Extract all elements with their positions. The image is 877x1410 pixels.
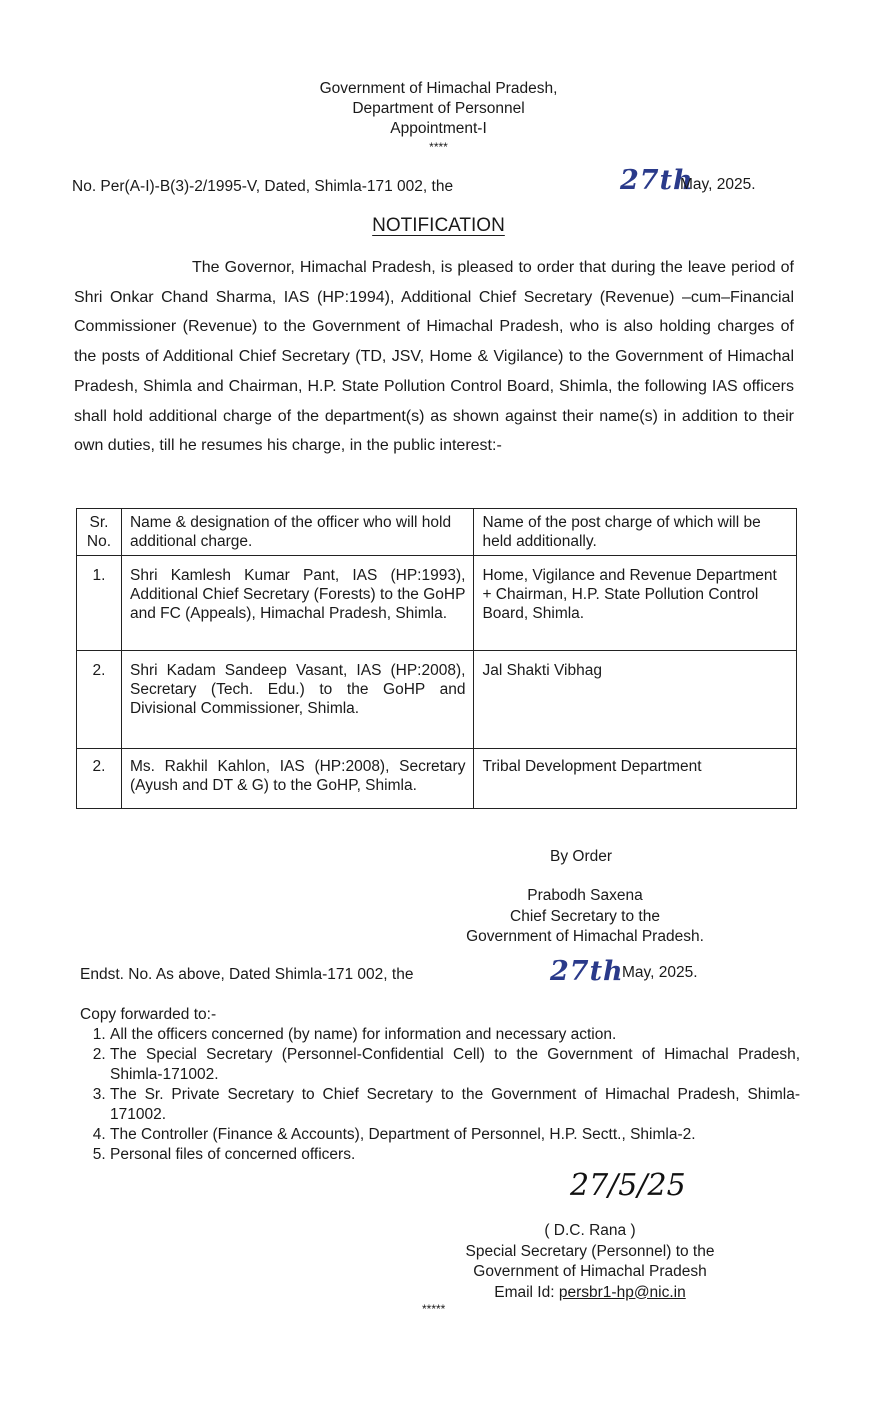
signatory-organisation: Government of Himachal Pradesh. — [466, 928, 704, 945]
body-paragraph: The Governor, Himachal Pradesh, is pleased to order that during the leave period of Shri Onkar Chand Sharma, IAS (HP:1994), Additional Chief Secretary (Revenue) –cum–Financial Commissioner (Revenue) to the Government of Himachal Pradesh, who is also holding charges of the posts of Additional Chief Secretary (TD, JSV, Home & Vigilance) to the Government of Himachal Pradesh, Shimla and Chairman, H.P. State Pollution Control Board, Shimla, the following IAS officers shall hold additional charge of the department(s) as shown against their name(s) in addition to their own duties, till he resumes his charge, in the public interest:- — [74, 259, 794, 455]
officer-organisation: Government of Himachal Pradesh — [473, 1263, 707, 1280]
row-officer: Shri Kamlesh Kumar Pant, IAS (HP:1993), Additional Chief Secretary (Forests) to the GoHP and FC (Appeals), Himachal Pradesh, Shimla. — [121, 556, 473, 651]
row-post: Jal Shakti Vibhag — [474, 651, 797, 749]
footer-stars: ***** — [422, 1302, 446, 1316]
officer-designation: Special Secretary (Personnel) to the — [465, 1242, 715, 1260]
header-post: Name of the post charge of which will be held additionally. — [474, 509, 797, 556]
list-item: 3. The Sr. Private Secretary to Chief Secretary to the Government of Himachal Pradesh, Shimla-171002. — [110, 1085, 800, 1125]
table-header-row — [77, 509, 797, 556]
issuing-section: Appointment-I — [390, 120, 487, 137]
charge-table — [76, 508, 797, 809]
copy-heading: Copy forwarded to:- — [80, 1006, 217, 1023]
list-item: 4. The Controller (Finance & Accounts), Department of Personnel, H.P. Sectt., Shimla-2. — [110, 1125, 800, 1145]
reference-month-year: May, 2025. — [680, 176, 756, 193]
copy-list — [80, 1025, 800, 1165]
handwritten-date: 27th — [620, 165, 694, 196]
row-officer: Shri Kadam Sandeep Vasant, IAS (HP:2008), Secretary (Tech. Edu.) to the GoHP and Divisional Commissioner, Shimla. — [121, 651, 473, 749]
signatory-name: Prabodh Saxena — [527, 887, 643, 904]
row-post-primary: Home, Vigilance and Revenue Department — [482, 567, 777, 584]
reference-number: No. Per(A-I)-B(3)-2/1995-V, Dated, Shimla-171 002, the — [72, 178, 454, 195]
row-post — [474, 556, 797, 651]
row-officer: Ms. Rakhil Kahlon, IAS (HP:2008), Secretary (Ayush and DT & G) to the GoHP, Shimla. — [121, 749, 473, 809]
endorsement-number: Endst. No. As above, Dated Shimla-171 002, the — [80, 966, 414, 983]
officer-signatory-block — [430, 1221, 750, 1303]
by-order: By Order — [550, 848, 613, 865]
officer-email-line — [430, 1283, 750, 1304]
issuing-government: Government of Himachal Pradesh, — [319, 80, 558, 97]
list-item: 1. All the officers concerned (by name) for information and necessary action. — [110, 1025, 800, 1045]
signatory-designation: Chief Secretary to the — [510, 907, 660, 925]
row-sr: 2. — [77, 749, 122, 809]
header-officer: Name & designation of the officer who will hold additional charge. — [121, 509, 473, 556]
endorsement-month-year: May, 2025. — [622, 964, 698, 981]
notification-title: NOTIFICATION — [372, 215, 505, 236]
row-post: Tribal Development Department — [474, 749, 797, 809]
officer-name: ( D.C. Rana ) — [544, 1222, 636, 1239]
email-label: Email Id: — [494, 1283, 555, 1301]
row-post-additional: + Chairman, H.P. State Pollution Control Board, Shimla. — [482, 586, 759, 622]
row-sr: 1. — [77, 556, 122, 651]
issuing-department: Department of Personnel — [352, 100, 525, 117]
header-sr-no: Sr. No. — [77, 509, 122, 556]
list-item: 5. Personal files of concerned officers. — [110, 1145, 800, 1165]
signatory-block — [430, 886, 740, 948]
row-sr: 2. — [77, 651, 122, 749]
table-row — [77, 749, 797, 809]
endorsement-handwritten-date: 27th — [550, 956, 624, 987]
handwritten-signature: 27/5/25 — [570, 1168, 686, 1203]
header-stars: **** — [429, 140, 448, 154]
email-link[interactable]: persbr1-hp@nic.in — [558, 1283, 686, 1301]
table-row — [77, 556, 797, 651]
table-row — [77, 651, 797, 749]
list-item: 2. The Special Secretary (Personnel-Confidential Cell) to the Government of Himachal Pradesh, Shimla-171002. — [110, 1045, 800, 1085]
notification-body — [74, 253, 794, 461]
copy-forwarded — [80, 1005, 800, 1165]
